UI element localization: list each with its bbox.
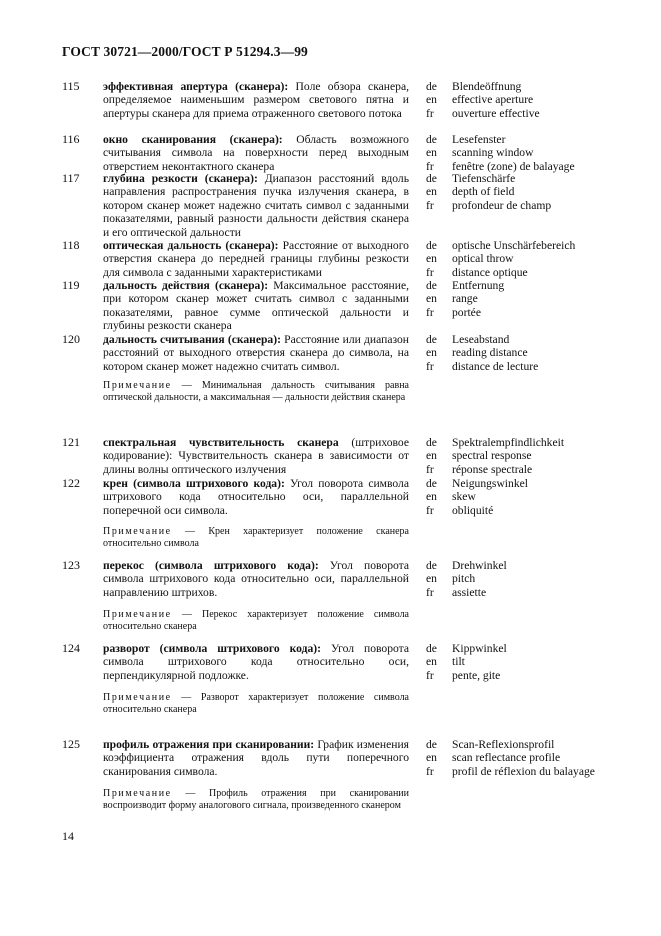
entry-text: Область возможного считывания символа на поверхности перед выходным отверстием неконтактного сканера bbox=[103, 133, 409, 173]
entry-definition bbox=[103, 642, 409, 682]
entry-text: Угол поворота символа штрихового кода относительно оси, параллельной направлению штрихов. bbox=[103, 559, 409, 599]
translation-de: de Tiefenschärfe bbox=[426, 172, 516, 185]
entry-term: глубина резкости (сканера): bbox=[103, 172, 258, 185]
entry-text: График изменения коэффициента отражения вдоль пути поперечного сканирования символа. bbox=[103, 738, 409, 778]
note-text: — Минимальная дальность считывания равна оптической дальности, а максимальная — дальности действия сканера bbox=[103, 380, 409, 403]
entry-note bbox=[103, 380, 409, 404]
entry-number: 120 bbox=[62, 332, 80, 346]
translations bbox=[426, 642, 507, 682]
note-label: Примечание bbox=[103, 609, 172, 620]
translation-de: de Lesefenster bbox=[426, 133, 506, 146]
translation-fr: fr profondeur de champ bbox=[426, 198, 552, 212]
entry-term: дальность считывания (сканера): bbox=[103, 333, 281, 346]
note-text: — Перекос характеризует положение символа относительно сканера bbox=[103, 609, 409, 632]
document-header: ГОСТ 30721—2000/ГОСТ Р 51294.3—99 bbox=[62, 44, 308, 59]
translation-en: en skew bbox=[426, 490, 476, 504]
entry-definition bbox=[103, 279, 409, 333]
translation-fr: fr fenêtre (zone) de balayage bbox=[426, 159, 575, 173]
entry-term: перекос (символа штрихового кода): bbox=[103, 559, 319, 572]
entry-number: 122 bbox=[62, 476, 80, 490]
translations bbox=[426, 239, 575, 279]
entry-text: Максимальное расстояние, при котором сканер может считать символ с заданными показателями, равное сумме оптической дальности и глубины резкости сканера bbox=[103, 279, 409, 333]
translation-de: de optische Unschärfebereich bbox=[426, 239, 576, 252]
entry-note bbox=[103, 526, 409, 550]
entry-definition bbox=[103, 133, 409, 173]
entry-note bbox=[103, 692, 409, 716]
entry-definition bbox=[103, 738, 409, 778]
translation-en: en reading distance bbox=[426, 346, 528, 360]
translation-fr: fr distance optique bbox=[426, 265, 528, 279]
entry-definition bbox=[103, 239, 409, 279]
entry-number: 121 bbox=[62, 435, 80, 449]
translation-fr: fr obliquité bbox=[426, 503, 494, 517]
note-label: Примечание bbox=[103, 788, 172, 799]
translation-de: de Blendeöffnung bbox=[426, 80, 522, 93]
entry-text: Угол поворота символа штрихового кода относительно оси, параллельной поперечной оси символа. bbox=[103, 477, 409, 517]
translation-de: de Spektralempfindlichkeit bbox=[426, 436, 565, 449]
translation-fr: fr distance de lecture bbox=[426, 359, 539, 373]
translation-en: en depth of field bbox=[426, 185, 515, 199]
translations bbox=[426, 333, 538, 373]
entry-number: 123 bbox=[62, 558, 80, 572]
entry-number: 119 bbox=[62, 278, 80, 292]
translation-en: en range bbox=[426, 292, 478, 306]
entry-term: эффективная апертура (сканера): bbox=[103, 80, 289, 93]
translation-fr: fr réponse spectrale bbox=[426, 462, 533, 476]
entry-definition bbox=[103, 436, 409, 476]
page-number: 14 bbox=[62, 829, 74, 843]
entry-definition bbox=[103, 477, 409, 517]
entry-text: (штриховое кодирование): Чувствительность сканера в зависимости от длины волны оптического излучения bbox=[103, 436, 409, 476]
translations bbox=[426, 279, 504, 319]
translations bbox=[426, 559, 507, 599]
translation-de: de Neigungswinkel bbox=[426, 477, 528, 490]
entry-text: Диапазон расстояний вдоль направления распространения пучка излучения сканера, в котором сканер может надежно считать символ с заданными показателями, равный разности дальности действия сканера и его оптической дальности bbox=[103, 172, 409, 239]
entry-number: 125 bbox=[62, 737, 80, 751]
entry-number: 124 bbox=[62, 641, 80, 655]
note-label: Примечание bbox=[103, 526, 172, 537]
entry-text: Расстояние от выходного отверстия сканера до передней границы глубины резкости для символа с заданными характеристиками bbox=[103, 239, 409, 279]
entry-text: Угол поворота символа штрихового кода относительно оси, перпендикулярной подложке. bbox=[103, 642, 409, 682]
translation-de: de Entfernung bbox=[426, 279, 505, 292]
entry-text: Расстояние или диапазон расстояний от выходного отверстия сканера до символа, на котором сканер может надежно считать символ. bbox=[103, 333, 409, 373]
entry-note bbox=[103, 788, 409, 812]
note-text: — Профиль отражения при сканировании воспроизводит форму аналогового сигнала, произведенного сканером bbox=[103, 788, 409, 811]
translation-de: de Leseabstand bbox=[426, 333, 510, 346]
entry-term: спектральная чувствительность сканера bbox=[103, 436, 339, 449]
entry-term: оптическая дальность (сканера): bbox=[103, 239, 279, 252]
translation-fr: fr pente, gite bbox=[426, 668, 501, 682]
translation-de: de Drehwinkel bbox=[426, 559, 507, 572]
entry-note bbox=[103, 609, 409, 633]
translation-en: en spectral response bbox=[426, 449, 532, 463]
entry-term: разворот (символа штрихового кода): bbox=[103, 642, 321, 655]
entry-definition bbox=[103, 172, 409, 239]
entry-number: 118 bbox=[62, 238, 80, 252]
entry-term: дальность действия (сканера): bbox=[103, 279, 269, 292]
translations bbox=[426, 133, 575, 173]
note-text: — Разворот характеризует положение символа относительно сканера bbox=[103, 692, 409, 715]
translations bbox=[426, 477, 528, 517]
entry-definition bbox=[103, 559, 409, 599]
translation-en: en tilt bbox=[426, 655, 465, 669]
entry-text: Поле обзора сканера, определяемое наименьшим размером светового пятна и апертуры сканера для приема отраженного светового потока bbox=[103, 80, 409, 120]
translation-fr: fr portée bbox=[426, 305, 481, 319]
translations bbox=[426, 436, 564, 476]
translations bbox=[426, 738, 595, 778]
note-label: Примечание bbox=[103, 380, 172, 391]
entry-term: окно сканирования (сканера): bbox=[103, 133, 283, 146]
entry-term: крен (символа штрихового кода): bbox=[103, 477, 285, 490]
note-label: Примечание bbox=[103, 692, 172, 703]
entry-number: 115 bbox=[62, 79, 80, 93]
translation-fr: fr profil de réflexion du balayage bbox=[426, 764, 595, 778]
translation-fr: fr ouverture effective bbox=[426, 106, 540, 120]
translation-de: de Scan-Reflexionsprofil bbox=[426, 738, 555, 751]
entry-number: 116 bbox=[62, 132, 80, 146]
entry-definition bbox=[103, 80, 409, 120]
note-text: — Крен характеризует положение сканера относительно символа bbox=[103, 526, 409, 549]
translation-en: en effective aperture bbox=[426, 93, 534, 107]
translation-en: en scan reflectance profile bbox=[426, 751, 561, 765]
entry-term: профиль отражения при сканировании: bbox=[103, 738, 315, 751]
entry-number: 117 bbox=[62, 171, 80, 185]
translation-de: de Kippwinkel bbox=[426, 642, 507, 655]
translation-en: en optical throw bbox=[426, 252, 514, 266]
translations bbox=[426, 80, 540, 120]
translation-en: en pitch bbox=[426, 572, 476, 586]
translation-en: en scanning window bbox=[426, 146, 534, 160]
translations bbox=[426, 172, 551, 212]
entry-definition bbox=[103, 333, 409, 373]
translation-fr: fr assiette bbox=[426, 585, 487, 599]
